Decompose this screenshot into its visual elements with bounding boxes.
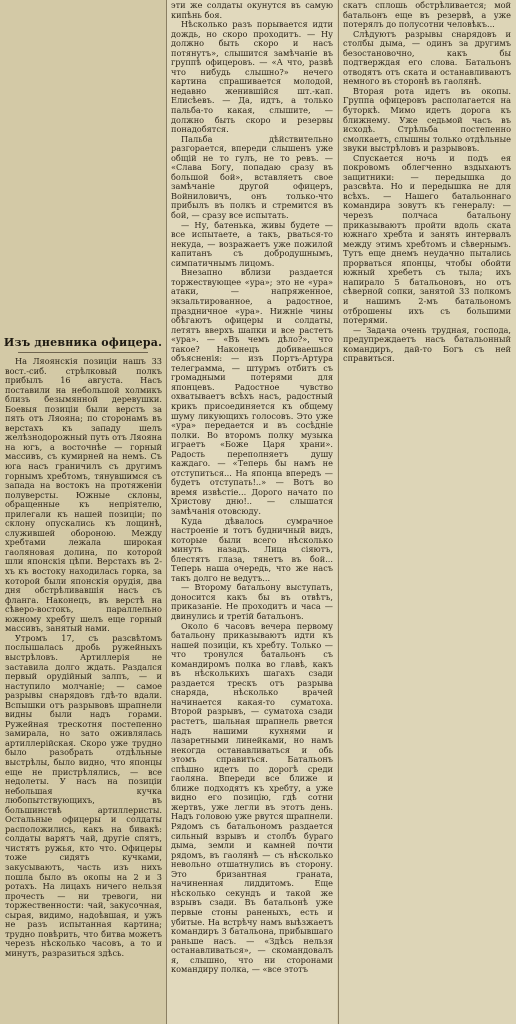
article-title: Изъ дневника офицера.	[3, 336, 163, 349]
paragraph: — Задача очень трудная, господа, предупреждаетъ насъ батальонный командиръ, дай-то Богъ съ ней справиться.	[343, 324, 511, 364]
column-3	[338, 0, 516, 1024]
paragraph: Слѣдуютъ разрывы снарядовъ и столбы дыма, — одинъ за другимъ безостановочно, какъ бы подтверждая его слова. Батальонъ отводятъ отъ ската и останавливаютъ немного въ сторонѣ въ гаолянѣ.	[343, 28, 511, 87]
column-2-text	[167, 0, 337, 975]
paragraph: Вторая рота идетъ въ окопы. Группа офицеровъ располагается на буторкѣ. Мимо идетъ дорога къ ближнему. Уже седьмой часъ въ исходѣ. Стрѣльба постепенно смолкаетъ, слышны только отдѣльные звуки выстрѣловъ и разрывовъ.	[343, 85, 511, 154]
paragraph: Внезапно вблизи раздается торжествующее «ура»; это не «ура» атаки, — напряженное, экзальтированное, а радостное, праздничное «ура». Нижніе чины обѣгаютъ офицеры и солдаты, летятъ вверхъ шапки и все растетъ «ура». — «Въ чемъ дѣло?», что такое? Наконецъ добиваешься объясненія: — изъ Портъ-Артура телеграмма, — штурмъ отбитъ съ громадными потерями для японцевъ. Радостное чувство охватываетъ всѣхъ насъ, радостный крикъ присоединяется къ общему шуму ликующихъ голосовъ. Это уже «ура» передается и въ сосѣдніе полки. Во второмъ полку музыка играетъ «Боже Царя храни». Радость переполняетъ душу каждаго. — «Теперь бы намъ не отступиться... На японца впередъ — будетъ отступать!..» — Вотъ во время извѣстіе... Дорого начато по Христову дню!.. — слышатся замѣчанія отовсюду.	[171, 267, 333, 516]
paragraph: Спускается ночь и подъ ея покровомъ облегченно вздыхаютъ защитники: — передышка до разсвѣта. Но и передышка не для всѣхъ. — Нашего батальоннаго командира зовутъ къ генералу: — черезъ полчаса батальону приказываютъ пройти вдоль ската южнаго хребта и занять интервалъ между этимъ хребтомъ и сѣвернымъ. Тутъ еще днемъ неудачно пытались прорваться японцы, чтобы обойти южный хребетъ съ тыла; ихъ напирало 5 батальоновъ, но отъ сѣверной сопки, занятой 33 полкомъ и нашимъ 2-мъ батальономъ отброшены ихъ съ большими потерями.	[343, 152, 511, 326]
title-rule	[18, 352, 148, 353]
paragraph: Нѣсколько разъ порывается идти дождь, но скоро проходитъ. — Ну должно быть скоро и насъ потянутъ», слышится замѣчаніе въ группѣ офицеровъ. — «А что, развѣ что нибудь слышно?» нечего картина спрашивается молодой, недавно женившійся шт.-кап. Елисѣевъ. — Да, идтъ, а только пальба-то какая, слышите, — должно быть скоро и резервы понадобятся.	[171, 19, 333, 135]
column-3-text	[339, 0, 516, 364]
column-1	[0, 0, 166, 1024]
paragraph: Пальба дѣйствительно разгорается, впереди слышенъ уже общій не то гулъ, не то ревъ. — «Слава Богу, попадаю сразу въ большой бой», вставляетъ свое замѣчаніе другой офицеръ, Войниловичъ, онъ только-что прибылъ въ полкъ и стремится въ бой, — сразу все испытать.	[171, 133, 333, 221]
paragraph: — Ну, батенька, живы будете — все испытаете, а такъ, рваться-то некуда, — возражаетъ уже пожилой капитанъ съ добродушнымъ, симпатичнымъ лицомъ.	[171, 219, 333, 268]
paragraph: Утромъ 17, съ разсвѣтомъ послышалась дробь ружейныхъ выстрѣловъ. Артиллерія не заставила долго ждать. Раздался первый орудійный залпъ, — и наступило молчаніе; — самое разрывы снарядовъ гдѣ-то вдали. Вспышки отъ разрывовъ шрапнели видны были надъ горами. Ружейная трескотня постепенно замирала, но зато оживлялась артиллерійская. Скоро уже трудно было разобрать отдѣльные выстрѣлы, было видно, что японцы еще не пристрѣлялись, — все недолеты. У насъ на позиціи небольшая кучка любопытствующихъ, въ большинствѣ артиллеристы. Остальные офицеры и солдаты расположились, какъ на бивакѣ: солдаты варятъ чай, другіе спятъ, чистятъ ружья, кто что. Офицеры тоже сидятъ кучками, закусываютъ, часть изъ нихъ пошла было въ окопы на 2 и 3 ротахъ. На лицахъ ничего нельзя прочесть — ни тревоги, ни торжественности: чай, закусочная, сырая, видимо, надоѣвшая, и ужъ не разъ испытанная картина; трудно повѣрить, что битва можетъ черезъ нѣсколько часовъ, а то и минутъ, разразиться здѣсь.	[5, 632, 162, 958]
column-1-text	[0, 357, 166, 958]
paragraph: скатъ сплошь обстрѣливается; мой батальонъ еще въ резервѣ, а уже потерялъ до полусотни человѣкъ...	[343, 0, 511, 30]
paragraph: На Ляоянскія позиціи нашъ 33 вост.-сиб. стрѣлковый полкъ прибылъ 16 августа. Насъ поставили на небольшой холмикъ близъ безымянной деревушки. Боевыя позиціи были верстъ за пять отъ Ляояна; по сторонамъ въ верстахъ къ западу шелъ желѣзнодорожный путь отъ Ляояна на югъ, а восточнѣе — горный массивъ, съ кумирней на немъ. Съ юга насъ граничилъ съ другимъ горнымъ хребтомъ, тянувшимся съ запада на востокъ на протяженіи полуверсты. Южные склоны, обращенные къ непріятелю, прилегали къ нашей позиціи; по склону опускались къ лощинѣ, служившей обороною. Между хребтами лежала широкая гаоляновая долина, по которой шли японскія цѣпи. Верстахъ въ 2-хъ къ востоку находилась горка, за которой были японскія орудія, два дня обстрѣливавшія насъ съ фланга. Наконецъ, въ верстѣ на сѣверо-востокъ, параллельно южному хребту шелъ еще горный массивъ, занятый нами.	[5, 356, 162, 634]
paragraph: — Второму батальону выступать, доносится какъ бы въ отвѣтъ, приказаніе. Не проходитъ и часа — двинулись и третій батальонъ.	[171, 582, 333, 621]
column-2	[166, 0, 337, 1024]
paragraph: Около 6 часовъ вечера первому батальону приказываютъ идти къ нашей позиціи, къ хребту. Только — что тронулся батальонъ съ командиромъ полка во главѣ, какъ въ нѣсколькихъ шагахъ сзади раздается трескъ отъ разрыва снаряда, нѣсколько врачей начинается какая-то суматоха. Второй разрывъ, — суматоха сзади растетъ, шальная шрапнель рвется надъ нашими кухнями и лазаретными линейками, но намъ некогда останавливаться и обь этомъ справиться. Батальонъ спѣшно идетъ по дорогѣ среди гаоляна. Впереди все ближе и ближе подходятъ къ хребту, а уже видно его позицію, гдѣ сотни жертвъ, уже легли въ этотъ день. Надъ головою уже рвутся шрапнели. Рядомъ съ батальономъ раздается сильный взрывъ и столбъ бураго дыма, земли и камней почти рядомъ, въ гаолянѣ — съ нѣсколько невольно отшатнулись въ сторону. Это бризантная граната, начиненная лиддитомъ. Еще нѣсколько секундъ и такой же взрывъ сзади. Въ батальонѣ уже первые стоны раненыхъ, есть и убитые. На встрѣчу намъ выѣзжаетъ командиръ 3 батальона, прибывшаго раньше насъ. — «Здѣсь нельзя останавливаться», — скомандовалъ я, слышно, что ни сторонами командиру полка, — «все этотъ	[171, 620, 333, 975]
paragraph: Куда дѣвалось сумрачное настроеніе и тотъ будничный видъ, которые были всего нѣсколько минутъ назадъ. Лица сіяютъ, блестятъ глаза, тянетъ въ бой... Теперь наша очередь, что же насъ такъ долго не ведутъ...	[171, 515, 333, 583]
paragraph: эти же солдаты окунутся въ самую кипѣнь боя.	[171, 0, 333, 20]
previous-article-area	[0, 0, 166, 330]
